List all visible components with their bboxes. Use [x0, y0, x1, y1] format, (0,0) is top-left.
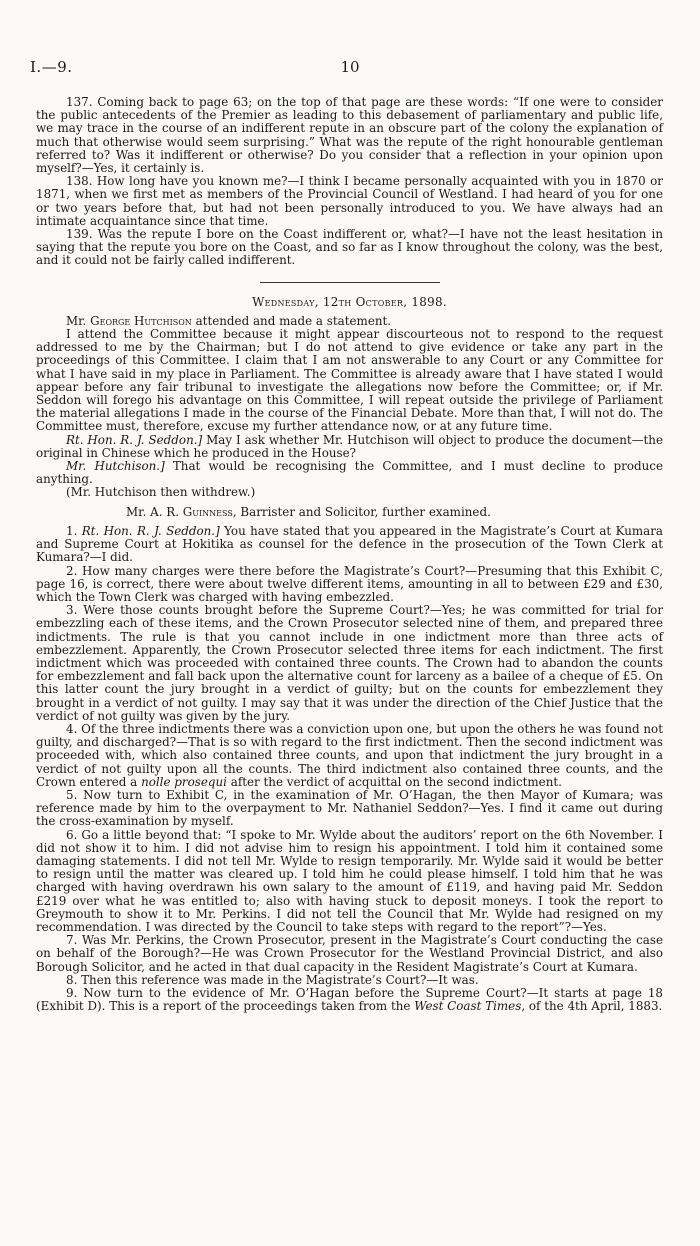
- hutchison-reply: Mr. Hutchison.] That would be recognising the Committee, and I must decline to produce anything.: [36, 459, 663, 487]
- seddon-question: Rt. Hon. R. J. Seddon.] May I ask whether Mr. Hutchison will object to produce the document—the original in Chinese which he produced in the House?: [36, 432, 663, 460]
- document-reference: I.—9.: [30, 58, 73, 76]
- newspaper-title: West Coast Times: [414, 999, 522, 1014]
- guinness-intro: Mr. A. R. Guinness, Barrister and Solicitor, further examined.: [126, 504, 491, 519]
- witness-name: Guinness: [182, 504, 233, 519]
- question-1: 1. Rt. Hon. R. J. Seddon.] You have stated that you appeared in the Magistrate’s Court at Kumara and Supreme Court at Hokitika as counsel for the defence in the prosecution of the Town Clerk at Kumara?—I did.: [36, 523, 664, 565]
- document-body: [36, 96, 663, 1013]
- question-2: 2. How many charges were there before the Magistrate’s Court?—Presuming that this Exhibit C, page 16, is correct, there were about twelve different items, amounting in all to between £29 and £30, which the Town Clerk was charged with having embezzled.: [36, 563, 663, 604]
- section-divider: [260, 282, 440, 283]
- speaker-label: Mr. Hutchison.]: [66, 459, 165, 474]
- speaker-label: Rt. Hon. R. J. Seddon.]: [81, 523, 220, 538]
- speaker-label: Rt. Hon. R. J. Seddon.]: [66, 432, 203, 447]
- question-8: 8. Then this reference was made in the Magistrate’s Court?—It was.: [66, 972, 479, 987]
- page-number: 10: [340, 58, 360, 76]
- hutchison-intro: Mr. George Hutchison attended and made a statement.: [66, 313, 392, 328]
- question-4: 4. Of the three indictments there was a conviction upon one, but upon the others he was found not guilty, and discharged?—That is so with regard to the first indictment. Then the second indictment was proceeded with, which also contained three counts, and upon that indictment the jury brought in a verdict of not guilty upon all the counts. The third indictment also contained three counts, and the Crown entered a nolle prosequi after the verdict of acquittal on the second indictment.: [36, 721, 663, 789]
- witness-name: George Hutchison: [90, 313, 192, 328]
- question-9: 9. Now turn to the evidence of Mr. O’Hagan before the Supreme Court?—It starts at page 18 (Exhibit D). This is a report of the proceedings taken from the West Coast Times, of the 4th April, 1883.: [36, 986, 663, 1014]
- session-date-heading: Wednesday, 12th October, 1898.: [252, 294, 447, 309]
- question-6: 6. Go a little beyond that: “I spoke to Mr. Wylde about the auditors’ report on the 6th November. I did not show it to him. I did not advise him to resign his appointment. I told him it contained some damaging statements. I did not tell Mr. Wylde to resign temporarily. Mr. Wylde said it would be better to resign until the matter was cleared up. I told him he could please himself. I told him that he was charged with having overdrawn his own salary to the amount of £119, and having paid Mr. Seddon £219 over what he was entitled to; also with having stuck to deposit moneys. I took the report to Greymouth to show it to Mr. Perkins. I did not tell the Council that Mr. Wylde had resigned on my recommendation. I was directed by the Council to take steps with regard to the report”?—Yes.: [36, 827, 663, 934]
- latin-term: nolle prosequi: [141, 774, 227, 789]
- question-5: 5. Now turn to Exhibit C, in the examination of Mr. O’Hagan, the then Mayor of Kumara; was reference made by him to the overpayment to Mr. Nathaniel Seddon?—Yes. I find it came out during the cross-examination by myself.: [36, 787, 663, 829]
- question-139: 139. Was the repute I bore on the Coast indifferent or, what?—I have not the least hesitation in saying that the repute you bore on the Coast, and so far as I know throughout the colony, was the best, and it could not be fairly called indifferent.: [36, 227, 663, 268]
- withdrawal-note: (Mr. Hutchison then withdrew.): [66, 485, 256, 500]
- page-header: [30, 58, 670, 80]
- question-137: 137. Coming back to page 63; on the top of that page are these words: “If one were to consider the public antecedents of the Premier as leading to this debasement of parliamentary and public life, we may trace in the course of an indifferent repute in an obscure part of the colony the explanation of much that otherwise would seem surprising.” What was the repute of the right honourable gentleman referred to? Was it indifferent or otherwise? Do you consider that a reflection in your opinion upon myself?—Yes, it certainly is.: [36, 95, 663, 176]
- question-7: 7. Was Mr. Perkins, the Crown Prosecutor, present in the Magistrate’s Court conducting the case on behalf of the Borough?—He was Crown Prosecutor for the Westland Provincial District, and also Borough Solicitor, and he acted in that dual capacity in the Resident Magistrate’s Court at Kumara.: [36, 933, 663, 974]
- question-138: 138. How long have you known me?—I think I became personally acquainted with you in 1870 or 1871, when we first met as members of the Provincial Council of Westland. I had heard of you for one or two years before that, but had not been personally introduced to you. We have always had an intimate acquaintance since that time.: [36, 174, 663, 228]
- question-3: 3. Were those counts brought before the Supreme Court?—Yes; he was committed for trial for embezzling each of these items, and the Crown Prosecutor selected nine of them, and prepared three indictments. The rule is that you cannot include in one indictment more than three acts of embezzlement. Apparently, the Crown Prosecutor selected three items for each indictment. The first indictment which was proceeded with contained three counts. The Crown had to abandon the counts for embezzlement and fall back upon the alternative count for larceny as a bailee of a cheque of £5. On this latter count the jury brought in a verdict of guilty; but on the counts for embezzlement they brought in a verdict of not guilty. I may say that it was under the direction of the Chief Justice that the verdict of not guilty was given by the jury.: [36, 603, 663, 723]
- hutchison-statement: I attend the Committee because it might appear discourteous not to respond to the request addressed to me by the Chairman; but I do not attend to give evidence or take any part in the proceedings of this Committee. I claim that I am not answerable to any Court or any Committee for what I have said in my place in Parliament. The Committee is already aware that I have stated I would appear before any fair tribunal to investigate the allegations now before the Committee; or, if Mr. Seddon will forego his advantage on this Committee, I will repeat outside the privilege of Parliament the material allegations I made in the course of the Financial Debate. More than that, I will not do. The Committee must, therefore, excuse my further attendance now, or at any future time.: [36, 327, 663, 434]
